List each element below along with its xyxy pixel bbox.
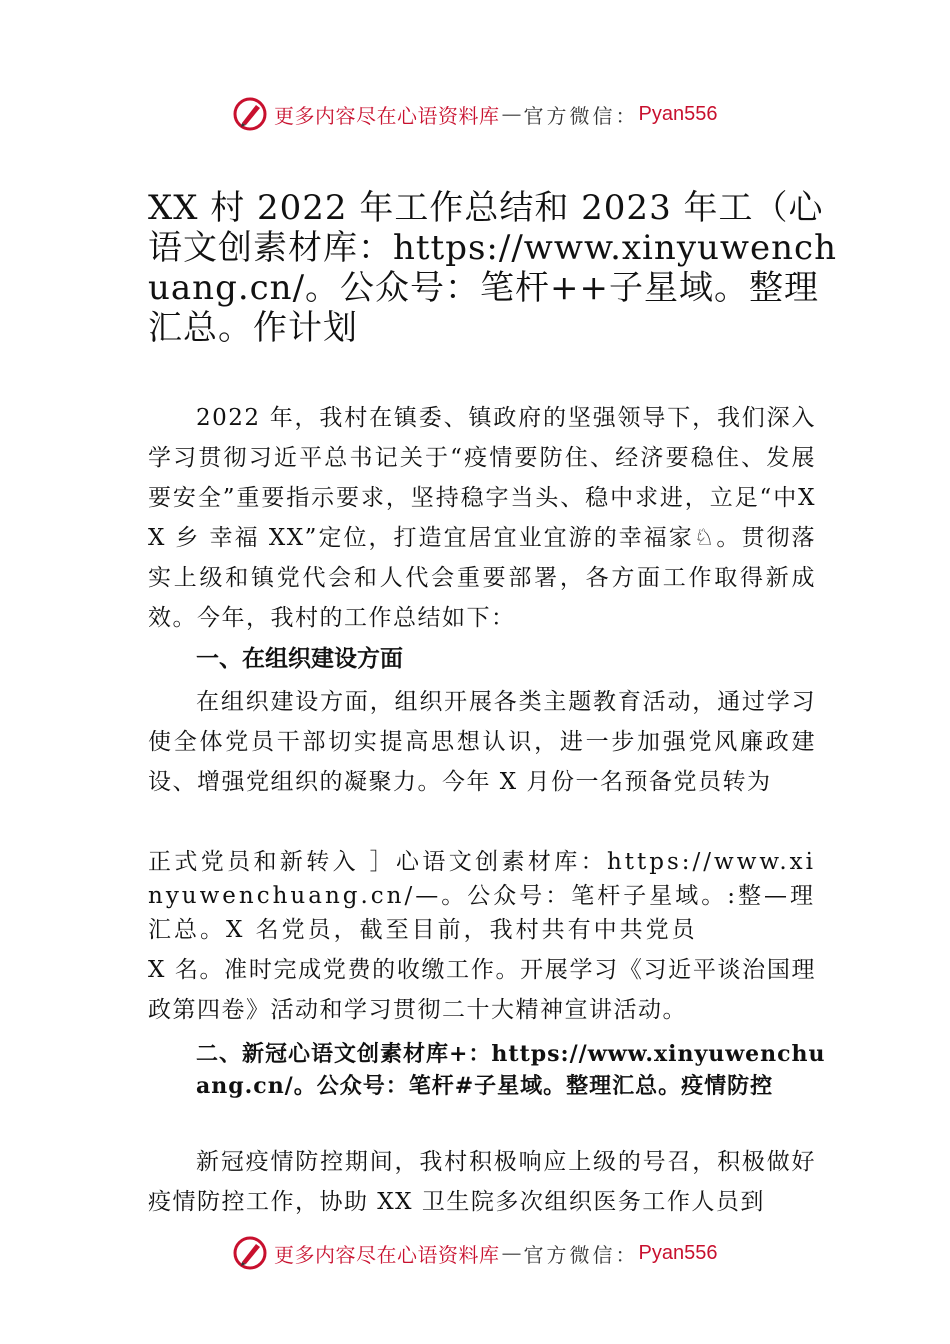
document-title: XX 村 2022 年工作总结和 2023 年工（心语文创素材库：https://www.xinyuwenchuang.cn/。公众号：笔杆++子星域。整理汇总。作计划 — [148, 188, 837, 348]
watermark-wechat-id: Pyan556 — [638, 1241, 718, 1264]
section-heading-epidemic: 二、新冠心语文创素材库+：https://www.xinyuwenchuang.cn/。公众号：笔杆#子星域。整理汇总。疫情防控 — [196, 1041, 826, 1099]
pen-circle-icon — [232, 1235, 268, 1271]
section-heading-organization: 一、在组织建设方面 — [196, 646, 403, 672]
watermark-main-text: 更多内容尽在心语资料库 — [274, 103, 500, 128]
watermark-wechat-id: Pyan556 — [638, 102, 718, 125]
watermark-separator: — — [501, 1241, 522, 1265]
watermark-main-text: 更多内容尽在心语资料库 — [274, 1242, 500, 1267]
paragraph-organization: 在组织建设方面，组织开展各类主题教育活动，通过学习使全体党员干部切实提高思想认识，进一步加强党风廉政建设、增强党组织的凝聚力。今年 X 月份一名预备党员转为 — [148, 689, 816, 795]
watermark-footer — [232, 1235, 717, 1271]
watermark-separator: — — [501, 102, 522, 126]
paragraph-epidemic: 新冠疫情防控期间，我村积极响应上级的号召，积极做好疫情防控工作，协助 XX 卫生院多次组织医务工作人员到 — [148, 1149, 816, 1215]
watermark-official-label: 官方微信： — [523, 1242, 639, 1267]
paragraph-party-members: X 名。准时完成党费的收缴工作。开展学习《习近平谈治国理政第四卷》活动和学习贯彻二十大精神宣讲活动。 — [148, 957, 816, 1023]
paragraph-organization-continued: 正式党员和新转入 ］心语文创素材库：https://www.xinyuwenchuang.cn/—。公众号：笔杆子星域。:整—理汇总。X 名党员，截至目前，我村共有中共党员 — [148, 849, 816, 943]
watermark-official-label: 官方微信： — [523, 103, 639, 128]
watermark-header — [232, 96, 717, 132]
paragraph-intro: 2022 年，我村在镇委、镇政府的坚强领导下，我们深入学习贯彻习近平总书记关于“疫情要防住、经济要稳住、发展要安全”重要指示要求，坚持稳字当头、稳中求进，立足“中XX 乡 幸福 XX”定位，打造宜居宜业宜游的幸福家♘。贯彻落实上级和镇党代会和人代会重要部署，各方面工作取得新成效。今年，我村的工作总结如下： — [148, 405, 817, 631]
pen-circle-icon — [232, 96, 268, 132]
